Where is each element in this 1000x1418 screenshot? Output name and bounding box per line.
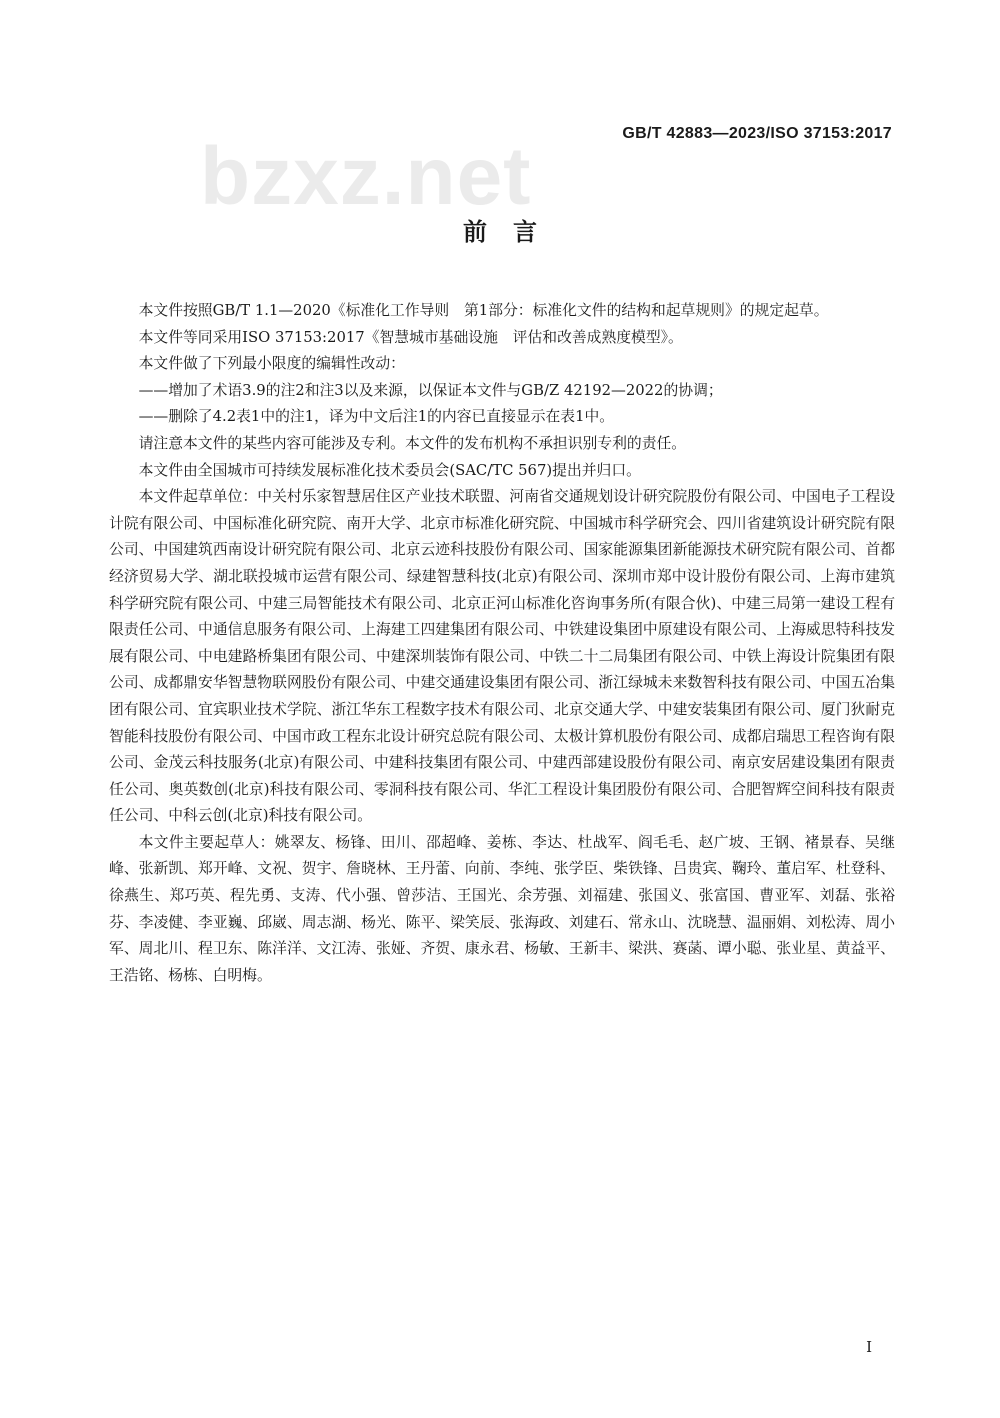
watermark: bzxz.net bbox=[200, 131, 532, 222]
paragraph-adoption: 本文件等同采用ISO 37153:2017《智慧城市基础设施 评估和改善成熟度模型》。 bbox=[138, 328, 683, 346]
paragraph-drafting-rules: 本文件按照GB/T 1.1—2020《标准化工作导则 第1部分：标准化文件的结构和起草规则》的规定起草。 bbox=[138, 302, 829, 319]
paragraph-patent-notice: 请注意本文件的某些内容可能涉及专利。本文件的发布机构不承担识别专利的责任。 bbox=[138, 434, 687, 452]
paragraph-committee: 本文件由全国城市可持续发展标准化技术委员会(SAC/TC 567)提出并归口。 bbox=[138, 461, 641, 479]
page-title: 前言 bbox=[463, 218, 563, 246]
foreword-body bbox=[109, 298, 895, 989]
list-item-change-2: ——删除了4.2表1中的注1，译为中文后注1的内容已直接显示在表1中。 bbox=[138, 408, 615, 426]
paragraph-editorial-changes: 本文件做了下列最小限度的编辑性改动： bbox=[138, 355, 405, 373]
list-item-change-1: ——增加了术语3.9的注2和注3以及来源，以保证本文件与GB/Z 42192—2022的协调； bbox=[138, 381, 723, 399]
page-number: I bbox=[866, 1338, 872, 1356]
paragraph-drafters: 本文件主要起草人：姚翠友、杨锋、田川、邵超峰、姜栋、李达、杜战军、阎毛毛、赵广坡、王钢、褚景春、吴继峰、张新凯、郑开峰、文祝、贺宇、詹晓林、王丹蕾、向前、李纯、张学臣、柴铁锋、吕贵宾、鞠玲、董启军、杜登科、徐燕生、郑巧英、程先勇、支涛、代小强、曾莎洁、王国光、余芳强、刘福建、张国义、张富国、曹亚军、刘磊、张裕芬、李凌健、李亚巍、邱崴、周志湖、杨光、陈平、梁笑辰、张海政、刘建石、常永山、沈晓慧、温丽娟、刘松涛、周小军、周北川、程卫东、陈洋洋、文江涛、张娅、齐贺、康永君、杨敏、王新丰、梁洪、赛菡、谭小聪、张业星、黄益平、王浩铭、杨栋、白明梅。 bbox=[109, 833, 895, 984]
paragraph-drafting-units: 本文件起草单位：中关村乐家智慧居住区产业技术联盟、河南省交通规划设计研究院股份有限公司、中国电子工程设计院有限公司、中国标准化研究院、南开大学、北京市标准化研究院、中国城市科学研究会、四川省建筑设计研究院有限公司、中国建筑西南设计研究院有限公司、北京云迹科技股份有限公司、国家能源集团新能源技术研究院有限公司、首都经济贸易大学、湖北联投城市运营有限公司、绿建智慧科技(北京)有限公司、深圳市郑中设计股份有限公司、上海市建筑科学研究院有限公司、中建三局智能技术有限公司、北京正河山标准化咨询事务所(有限合伙)、中建三局第一建设工程有限责任公司、中通信息服务有限公司、上海建工四建集团有限公司、中铁建设集团中原建设有限公司、上海威思特科技发展有限公司、中电建路桥集团有限公司、中建深圳装饰有限公司、中铁二十二局集团有限公司、中铁上海设计院集团有限公司、成都鼎安华智慧物联网股份有限公司、中建交通建设集团有限公司、浙江绿城未来数智科技有限公司、中国五冶集团有限公司、宜宾职业技术学院、浙江华东工程数字技术有限公司、北京交通大学、中建安装集团有限公司、厦门狄耐克智能科技股份有限公司、中国市政工程东北设计研究总院有限公司、太极计算机股份有限公司、成都启瑞思工程咨询有限公司、金茂云科技服务(北京)有限公司、中建科技集团有限公司、中建西部建设股份有限公司、南京安居建设集团有限责任公司、奥英数创(北京)科技有限公司、零洞科技有限公司、华汇工程设计集团股份有限公司、合肥智辉空间科技有限责任公司、中科云创(北京)科技有限公司。 bbox=[109, 488, 895, 825]
standard-number: GB/T 42883—2023/ISO 37153:2017 bbox=[622, 125, 892, 142]
